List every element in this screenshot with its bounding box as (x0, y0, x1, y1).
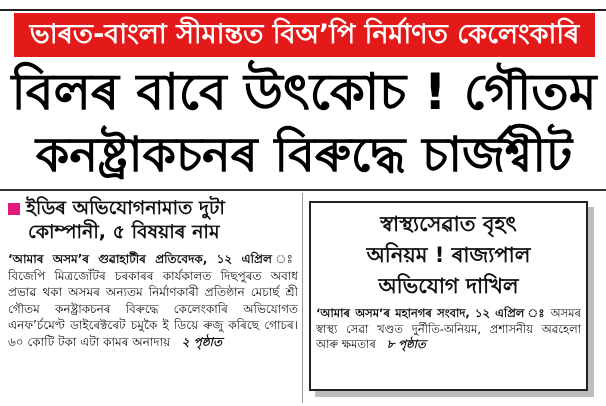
headline-line-1: বিলৰ বাবে উৎকোচ ! গৌতম (11, 63, 597, 121)
left-dateline: ‘আমাৰ অসম’ৰ গুৱাহাটীৰ প্ৰতিবেদক, ১২ এপ্ৰিল (8, 252, 272, 266)
left-continued-link[interactable]: ২ পৃষ্ঠাত (181, 334, 223, 349)
section-divider (0, 189, 606, 191)
boxed-dateline: ‘আমাৰ অসম’ৰ মহানগৰ সংবাদ, ১২ এপ্ৰিল ঃ (316, 306, 546, 320)
boxed-headline-line-3: অভিযোগ দাখিল (378, 274, 519, 298)
left-story-body (8, 251, 298, 350)
left-story (8, 196, 298, 401)
column-divider (302, 193, 303, 403)
boxed-headline[interactable] (316, 209, 581, 302)
boxed-story-body (316, 306, 581, 353)
left-subhead-text-1: ইডিৰ অভিযোগনামাত দুটা (26, 197, 225, 219)
boxed-headline-line-1: স্বাস্থ্যসেৱাত বৃহৎ (380, 212, 517, 236)
boxed-story (309, 201, 588, 391)
bullet-square-icon (8, 203, 20, 215)
boxed-headline-line-2: অনিয়ম ! ৰাজ্যপাল (366, 243, 531, 267)
main-headline[interactable] (6, 60, 602, 186)
kicker-banner: ভাৰত-বাংলা সীমান্তত বিঅ’পি নির্মাণত কেলেংকাৰি (14, 13, 595, 57)
headline-line-2: কনষ্ট্ৰাকচনৰ বিৰুদ্ধে চাৰ্জশ্বীট (35, 127, 573, 183)
left-body-text: বিজেপি মিত্ৰজোঁটৰ চৰকাৰৰ কাৰ্যকালত দিছপুৰত অবাধ প্ৰভাৱ থকা অসমৰ অন্যতম নির্মাণকাৰী প্ৰতিষ্ঠান মেচাৰ্ছ শ্ৰী গৌতম কনষ্ট্ৰাকচনৰ বিৰুদ্ধে কেলেংকাৰি অভিযোগত এনফ’ৰ্চমেণ্ট ডাইৰেক্টৰেট চমুকৈ ই ডিয়ে ৰুজু কৰিছে গোচৰ। ৬০ কোটি টকা এটা কামৰ অনাদায় (8, 268, 298, 349)
left-subhead-line-2: কোম্পানী, ৫ বিষয়াৰ নাম (28, 221, 220, 243)
boxed-body-text: অসমৰ স্বাস্থ্য সেৱা খণ্ডত দুৰ্নীতি-অনিয়ম, প্ৰশাসনীয় অৱহেলা আৰু ক্ষমতাৰ (316, 306, 581, 351)
top-strip (0, 0, 606, 11)
left-subhead-line-1 (8, 196, 298, 220)
boxed-continued-link[interactable]: ৮ পৃষ্ঠাত (386, 337, 426, 351)
